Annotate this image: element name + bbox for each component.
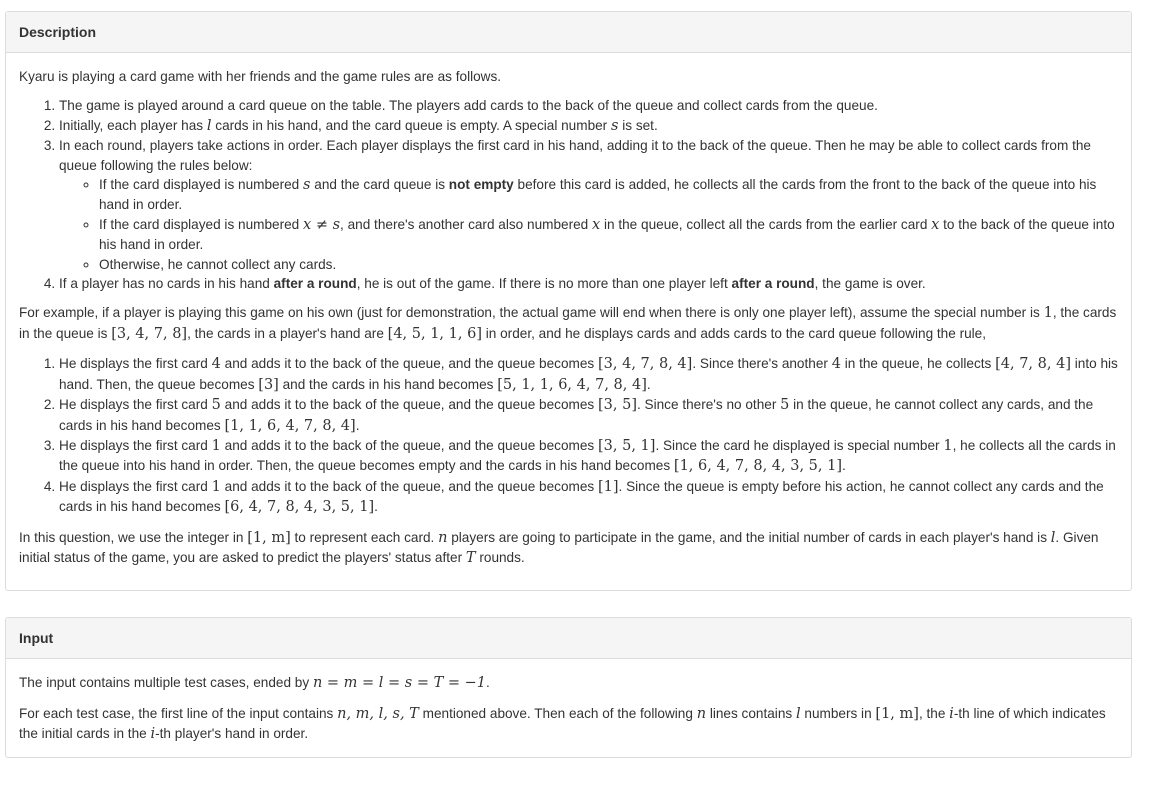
bold-text: not empty xyxy=(448,177,514,193)
description-panel xyxy=(5,11,1132,591)
math-list: [4, 5, 1, 1, 6] xyxy=(387,325,482,342)
collect-rule-item: ◦ If the card displayed is numbered x ≠ s, and there's another card also numbered x in the queue, collect all the cards from the earlier card x to the back of the queue into his hand in order. xyxy=(99,215,1118,255)
input-paragraph-2: For each test case, the first line of the input contains n, m, l, s, T mentioned above. Then each of the following n lines contains l numbers in [1, m], the i-th line of which indicates the initial cards in the i-th player's hand in order. xyxy=(19,705,1106,743)
collect-rule-item: ◦ Otherwise, he cannot collect any cards. xyxy=(99,255,1118,274)
description-body xyxy=(6,53,1131,590)
input-paragraph-1: The input contains multiple test cases, ended by n = m = l = s = T = −1. xyxy=(19,675,490,692)
closing-paragraph: In this question, we use the integer in [1, m] to represent each card. n players are going to participate in the game, and the initial number of cards in each player's hand is l. Given initial status of the game, you are asked to predict the players' status after T rounds. xyxy=(19,529,1099,566)
collect-rule-item: ◦ If the card displayed is numbered s and the card queue is not empty before this card is added, he collects all the cards from the front to the back of the queue into his hand in order. xyxy=(99,175,1118,215)
rule-item: 1. The game is played around a card queue on the table. The players add cards to the back of the queue and collect cards from the queue. xyxy=(59,96,1118,115)
intro-paragraph: Kyaru is playing a card game with her friends and the game rules are as follows. xyxy=(19,69,502,84)
input-panel xyxy=(5,617,1132,757)
rule-item: 2. Initially, each player has l cards in his hand, and the card queue is empty. A special number s is set. xyxy=(59,116,1118,136)
rules-list xyxy=(19,96,1118,293)
math-expr: n = m = l = s = T = −1 xyxy=(312,675,487,692)
math-num: 1 xyxy=(1043,305,1053,322)
description-heading: Description xyxy=(6,12,1131,53)
math-var: s xyxy=(611,117,619,134)
step-item: 4. He displays the first card 1 and adds it to the back of the queue, and the queue becomes [1]. Since the queue is empty before his action, he cannot collect any cards and the cards in his hand becomes [6, 4, 7, 8, 4, 3, 5, 1]. xyxy=(59,477,1118,518)
collect-rules-list xyxy=(59,175,1118,274)
math-var: l xyxy=(206,117,212,134)
rule-item: 4. If a player has no cards in his hand after a round, he is out of the game. If there is no more than one player left after a round, the game is over. xyxy=(59,274,1118,293)
example-steps-list xyxy=(19,354,1118,517)
input-body xyxy=(6,659,1131,756)
math-expr: x ≠ s xyxy=(303,216,341,233)
step-item: 2. He displays the first card 5 and adds it to the back of the queue, and the queue becomes [3, 5]. Since there's no other 5 in the queue, he cannot collect any cards, and the cards in his hand becomes [1, 1, 6, 4, 7, 8, 4]. xyxy=(59,395,1118,436)
math-var: s xyxy=(303,177,311,194)
example-paragraph: For example, if a player is playing this game on his own (just for demonstration, the actual game will end when there is only one player left), assume the special number is 1, the cards in the queue is [3, 4, 7, 8], the cards in a player's hand are [4, 5, 1, 1, 6] in order, and he displays cards and adds cards to the card queue following the rule, xyxy=(19,305,1117,342)
bold-text: after a round xyxy=(731,276,815,292)
step-item: 1. He displays the first card 4 and adds it to the back of the queue, and the queue becomes [3, 4, 7, 8, 4]. Since there's another 4 in the queue, he collects [4, 7, 8, 4] into his hand. Then, the queue becomes [3] and the cards in his hand becomes [5, 1, 1, 6, 4, 7, 8, 4]. xyxy=(59,354,1118,395)
step-item: 3. He displays the first card 1 and adds it to the back of the queue, and the queue becomes [3, 5, 1]. Since the card he displayed is special number 1, he collects all the cards in the queue into his hand in order. Then, the queue becomes empty and the cards in his hand becomes [1, 6, 4, 7, 8, 4, 3, 5, 1]. xyxy=(59,436,1118,477)
rule-item: 3. In each round, players take actions in order. Each player displays the first card in his hand, adding it to the back of the queue. Then he may be able to collect cards from the queue following the rules below: ◦ If the card displayed is numbered s and the card queue is not empty before this card is added, he collects all the cards from the front to the back of the queue into his hand in order. ◦ If the card displayed is numbered x ≠ s, and there's another card also numbered x in the queue, collect all the cards from the earlier card x to the back of the queue into his hand in order. ◦ Otherwise, he cannot collect any cards. xyxy=(59,136,1118,274)
math-list: [3, 4, 7, 8] xyxy=(111,325,188,342)
bold-text: after a round xyxy=(273,276,357,292)
math-var: x xyxy=(931,216,940,233)
input-heading: Input xyxy=(6,618,1131,659)
math-var: x xyxy=(592,216,601,233)
